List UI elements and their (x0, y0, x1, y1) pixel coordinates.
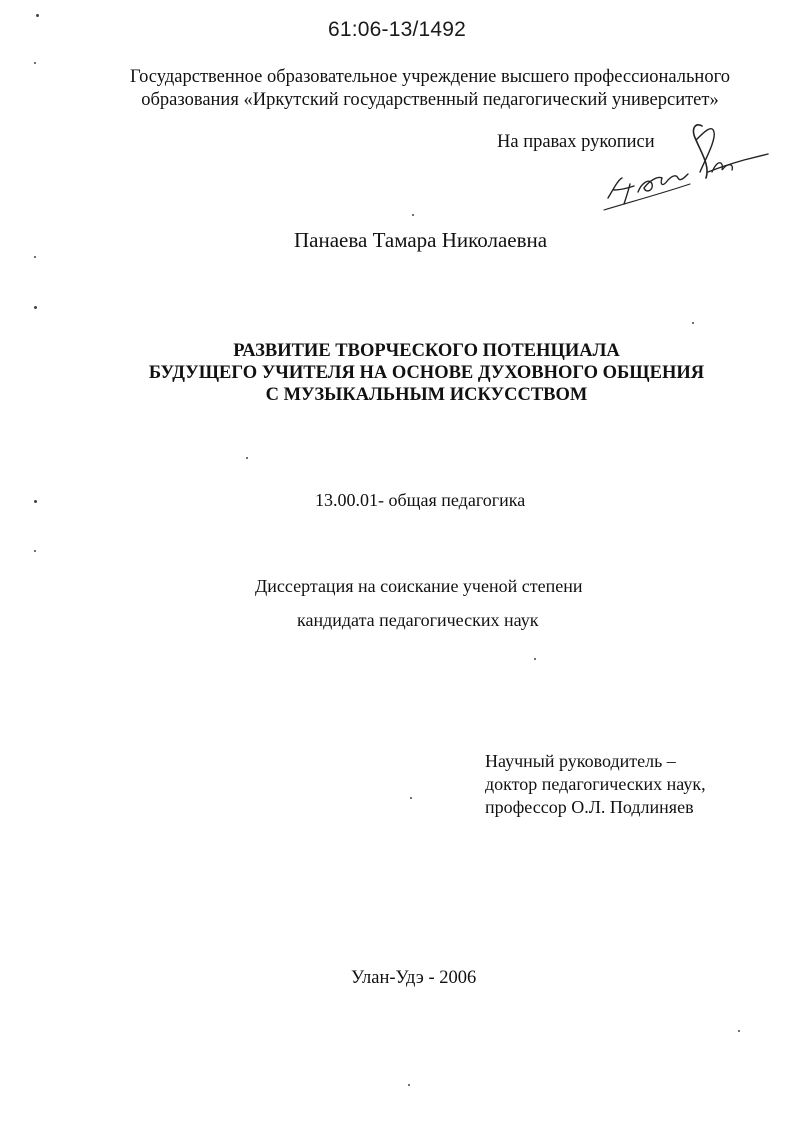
scan-speck (246, 457, 248, 459)
institution-name (80, 66, 780, 112)
dissertation-title (0, 340, 793, 406)
degree-line-1: Диссертация на соискание ученой степени (255, 576, 583, 596)
scan-speck (34, 62, 36, 64)
scan-speck (534, 658, 536, 660)
supervisor-line-2: доктор педагогических наук, (485, 774, 706, 794)
specialty-code: 13.00.01- общая педагогика (315, 490, 526, 510)
title-line-1: РАЗВИТИЕ ТВОРЧЕСКОГО ПОТЕНЦИАЛА (233, 341, 620, 361)
institution-line-2: образования «Иркутский государственный педагогический университет» (141, 90, 719, 110)
handwritten-signature (600, 118, 770, 218)
scan-speck (34, 306, 37, 309)
scan-speck (408, 1084, 410, 1086)
city-and-year: Улан-Удэ - 2006 (351, 968, 477, 988)
catalog-number: 61:06-13/1492 (328, 18, 467, 41)
institution-line-1: Государственное образовательное учреждение высшего профессионального (130, 67, 730, 87)
scan-speck (412, 214, 414, 216)
scan-speck (410, 797, 412, 799)
scientific-supervisor (485, 750, 706, 819)
author-name: Панаева Тамара Николаевна (294, 228, 548, 252)
degree-line-2: кандидата педагогических наук (297, 610, 539, 630)
scan-speck (34, 500, 37, 503)
supervisor-line-1: Научный руководитель – (485, 751, 676, 771)
title-line-2: БУДУЩЕГО УЧИТЕЛЯ НА ОСНОВЕ ДУХОВНОГО ОБЩЕНИЯ (148, 363, 705, 383)
scan-speck (36, 14, 39, 17)
scan-speck (34, 256, 36, 258)
scan-speck (34, 550, 36, 552)
scan-speck (692, 322, 694, 324)
manuscript-note: На правах рукописи (497, 132, 655, 152)
title-line-3: С МУЗЫКАЛЬНЫМ ИСКУССТВОМ (265, 385, 588, 405)
scan-speck (738, 1030, 740, 1032)
supervisor-line-3: профессор О.Л. Подлиняев (485, 797, 694, 817)
